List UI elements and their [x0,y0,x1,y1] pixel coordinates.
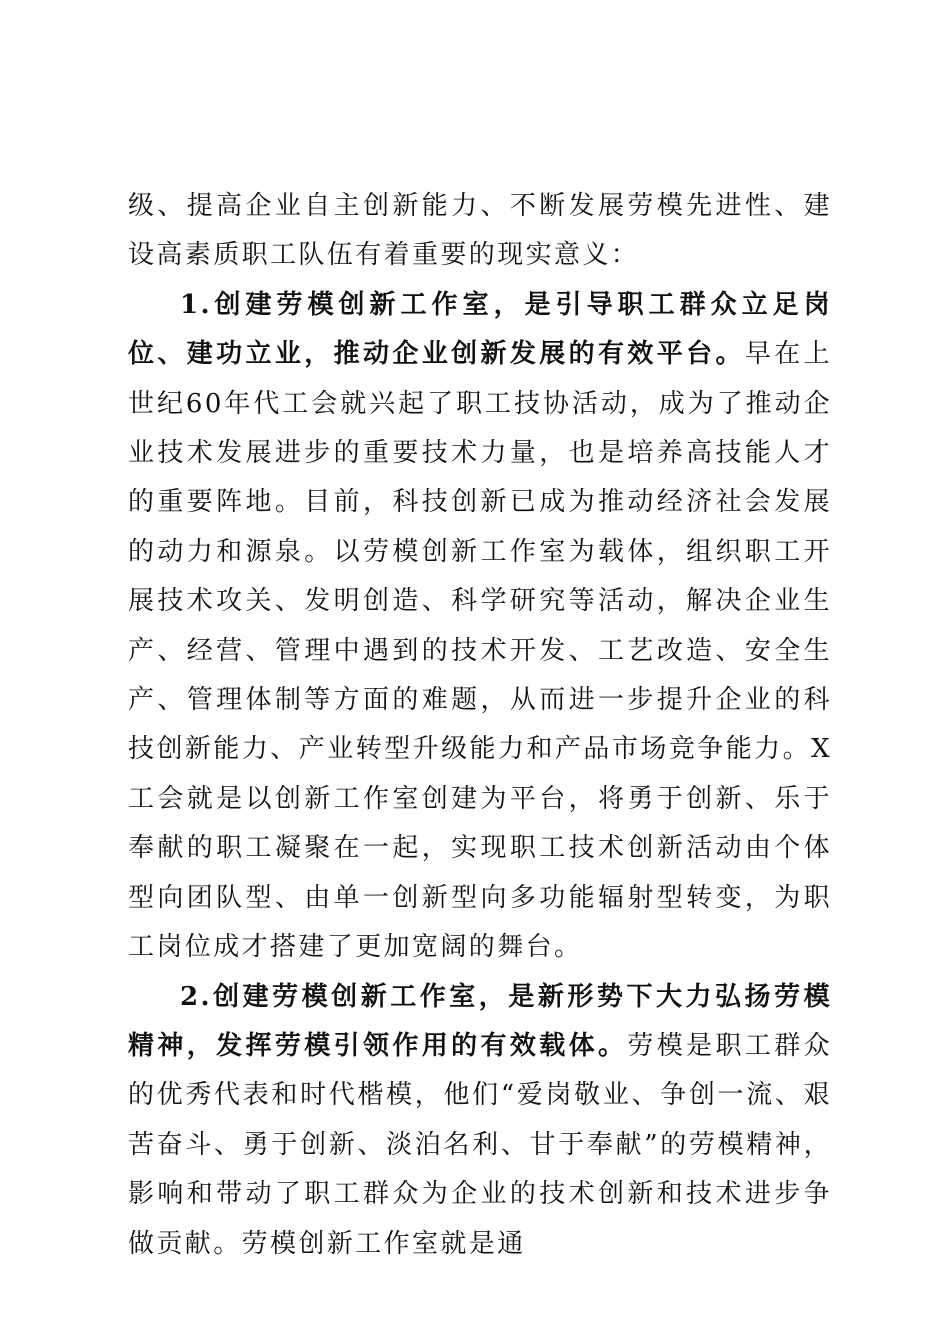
paragraph-item-2 [128,973,832,1269]
paragraph-text: 级、提高企业自主创新能力、不断发展劳模先进性、建设高素质职工队伍有着重要的现实意义： [128,191,832,271]
paragraph-text: 劳模是职工群众的优秀代表和时代楷模，他们“爱岗敬业、争创一流、艰苦奋斗、勇于创新、淡泊名利、甘于奉献”的劳模精神，影响和带动了职工群众为企业的技术创新和技术进步争做贡献。劳模创新工作室就是通 [128,1030,832,1259]
paragraph-item-1 [128,281,832,973]
document-body [128,182,832,1269]
paragraph-lead-bold: 2.创建劳模创新工作室，是新形势下大力弘扬劳模精神，发挥劳模引领作用的有效载体。 [128,981,832,1061]
paragraph-continuation [128,182,832,281]
paragraph-text: 早在上世纪60年代工会就兴起了职工技协活动，成为了推动企业技术发展进步的重要技术力量，也是培养高技能人才的重要阵地。目前，科技创新已成为推动经济社会发展的动力和源泉。以劳模创新工作室为载体，组织职工开展技术攻关、发明创造、科学研究等活动，解决企业生产、经营、管理中遇到的技术开发、工艺改造、安全生产、管理体制等方面的难题，从而进一步提升企业的科技创新能力、产业转型升级能力和产品市场竞争能力。X工会就是以创新工作室创建为平台，将勇于创新、乐于奉献的职工凝聚在一起，实现职工技术创新活动由个体型向团队型、由单一创新型向多功能辐射型转变，为职工岗位成才搭建了更加宽阔的舞台。 [128,339,833,963]
paragraph-lead-bold: 1.创建劳模创新工作室，是引导职工群众立足岗位、建功立业，推动企业创新发展的有效平台。 [128,289,832,370]
